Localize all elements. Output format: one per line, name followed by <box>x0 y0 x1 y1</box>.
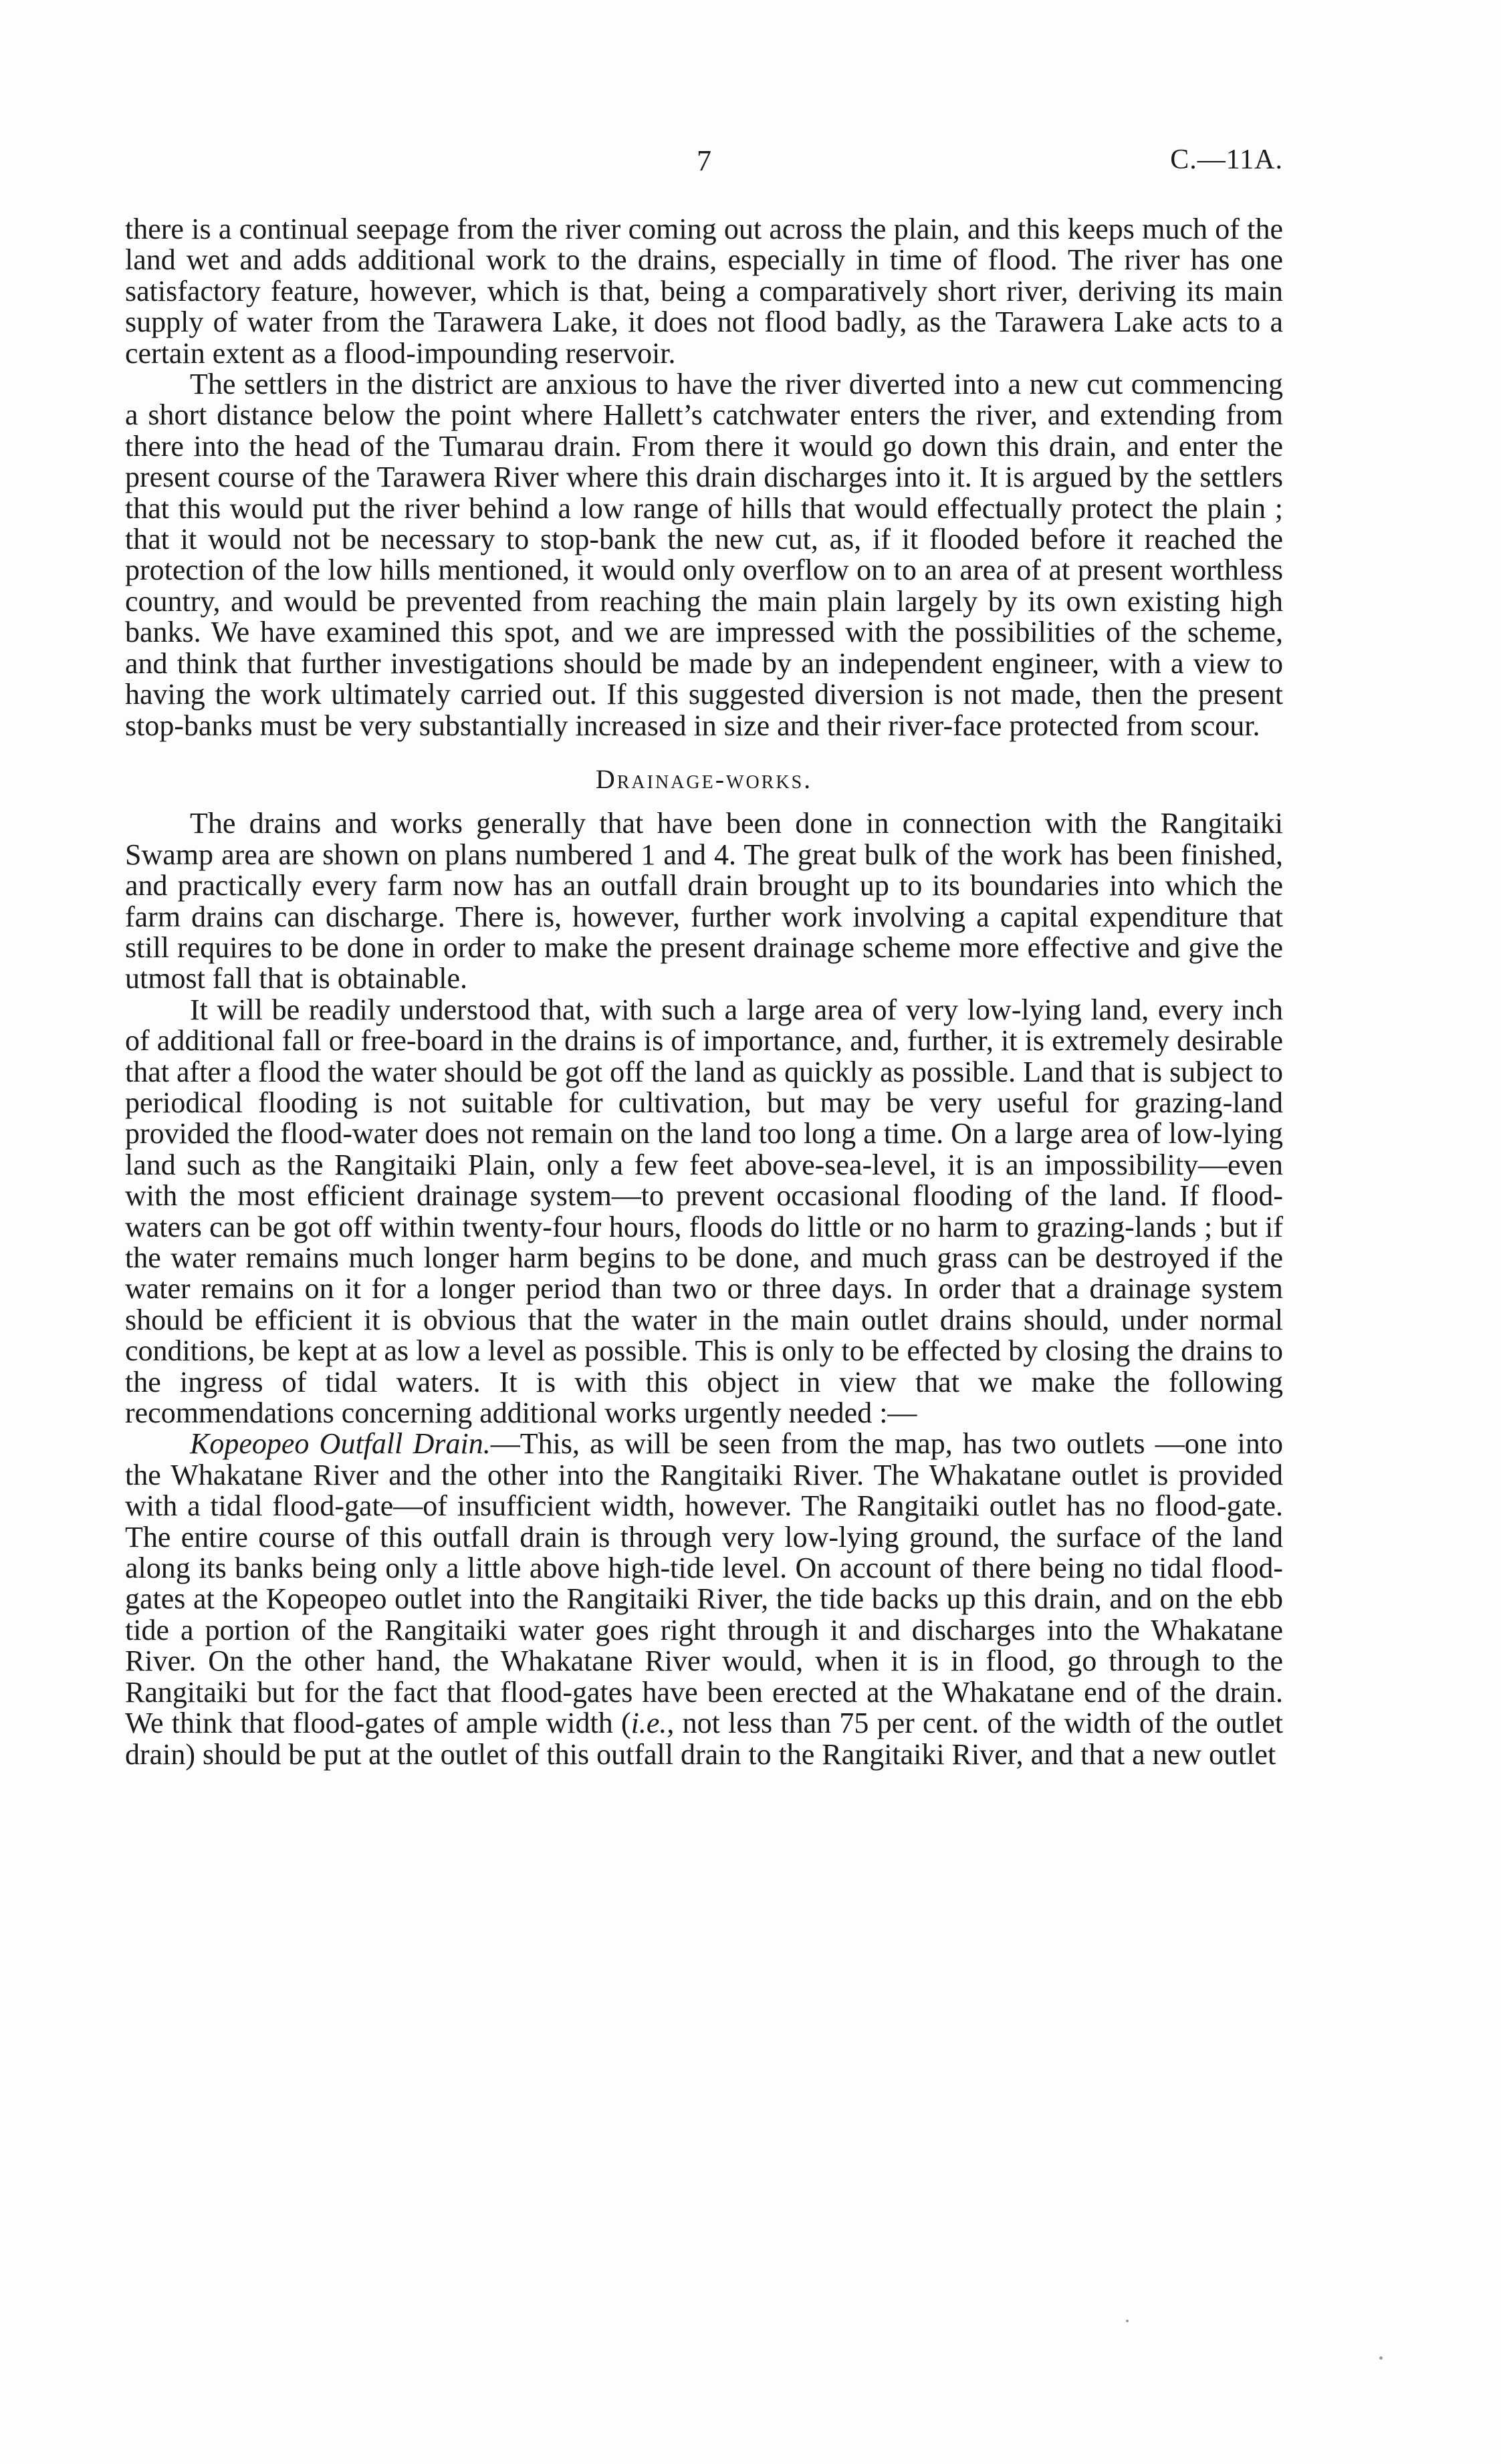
paragraph-kopeopeo-text-a: —This, as will be seen from the map, has two outlets —one into the Whakatane River and the other into the Rangitaiki River. The Whakatane outlet is provided with a tidal flood-gate—of insufficient width, however. The Rangitaiki outlet has no flood-gate. The entire course of this outfall drain is through very low-lying ground, the surface of the land along its banks being only a little above high-tide level. On account of there being no tidal flood-gates at the Kopeopeo outlet into the Rangitaiki River, the tide backs up this drain, and on the ebb tide a portion of the Rangitaiki water goes right through it and discharges into the Whakatane River. On the other hand, the Whakatane River would, when it is in flood, go through to the Rangitaiki but for the fact that flood-gates have been erected at the Whakatane end of the drain. We think that flood-gates of ample width ( <box>125 1427 1284 1740</box>
paragraph-seepage: there is a continual seepage from the river coming out across the plain, and this keeps much of the land wet and adds additional work to the drains, especially in time of flood. The river has one satisfactory feature, however, which is that, being a comparatively short river, deriving its main supply of water from the Tarawera Lake, it does not flood badly, as the Tarawera Lake acts to a certain extent as a flood-impounding reservoir. <box>125 213 1283 370</box>
scan-speck <box>1126 2320 1129 2322</box>
document-reference: C.—11A. <box>1170 144 1283 175</box>
paragraph-river-diversion: The settlers in the district are anxious to have the river diverted into a new cut commencing a short distance below the point where Hallett’s catchwater enters the river, and extending from there into the head of the Tumarau drain. From there it would go down this drain, and enter the present course of the Tarawera River where this drain discharges into it. It is argued by the settlers that this would put the river behind a low range of hills that would effectually protect the plain ; that it would not be necessary to stop-bank the new cut, as, if it flooded before it reached the protection of the low hills mentioned, it would only overflow on to an area of at present worthless country, and would be prevented from reaching the main plain largely by its own existing high banks. We have examined this spot, and we are impressed with the possibilities of the scheme, and think that further investigations should be made by an independent engineer, with a view to having the work ultimately carried out. If this suggested diversion is not made, then the present stop-banks must be very substantially increased in size and their river-face protected from scour. <box>125 368 1283 742</box>
body-text <box>125 214 1283 1770</box>
page-number: 7 <box>697 144 711 177</box>
paragraph-low-lying-land: It will be readily understood that, with such a large area of very low-lying land, every inch of additional fall or free-board in the drains is of importance, and, further, it is extremely desirable that after a flood the water should be got off the land as quickly as possible. Land that is subject to periodical flooding is not suitable for cultivation, but may be very useful for grazing-land provided the flood-water does not remain on the land too long a time. On a large area of low-lying land such as the Rangitaiki Plain, only a few feet above-sea-level, it is an impossibility—even with the most efficient drainage system—to prevent occasional flooding of the land. If flood-waters can be got off within twenty-four hours, floods do little or no harm to grazing-lands ; but if the water remains much longer harm begins to be done, and much grass can be destroyed if the water remains on it for a longer period than two or three days. In order that a drainage system should be efficient it is obvious that the water in the main outlet drains should, under normal conditions, be kept at as low a level as possible. This is only to be effected by closing the drains to the ingress of tidal waters. It is with this object in view that we make the following recommendations concerning additional works urgently needed :— <box>125 993 1283 1430</box>
run-in-heading-kopeopeo: Kopeopeo Outfall Drain. <box>190 1427 491 1461</box>
scan-speck <box>1379 2356 1383 2360</box>
page-header <box>125 144 1283 184</box>
abbreviation-ie: i.e. <box>630 1707 667 1740</box>
paragraph-drains-and-works: The drains and works generally that have been done in connection with the Rangitaiki Swamp area are shown on plans numbered 1 and 4. The great bulk of the work has been finished, and practically every farm now has an outfall drain brought up to its boundaries into which the farm drains can discharge. There is, however, further work involving a capital expenditure that still requires to be done in order to make the present drainage scheme more effective and give the utmost fall that is obtainable. <box>125 807 1283 995</box>
paragraph-kopeopeo-outfall-drain <box>125 1429 1283 1769</box>
section-heading-drainage-works: Drainage-works. <box>595 763 813 794</box>
paragraph-kopeopeo-text-b: , not less than 75 per cent. of the width of the outlet drain) should be put at the outlet of this outfall drain to the Rangitaiki River, and that a new outlet <box>125 1707 1284 1771</box>
